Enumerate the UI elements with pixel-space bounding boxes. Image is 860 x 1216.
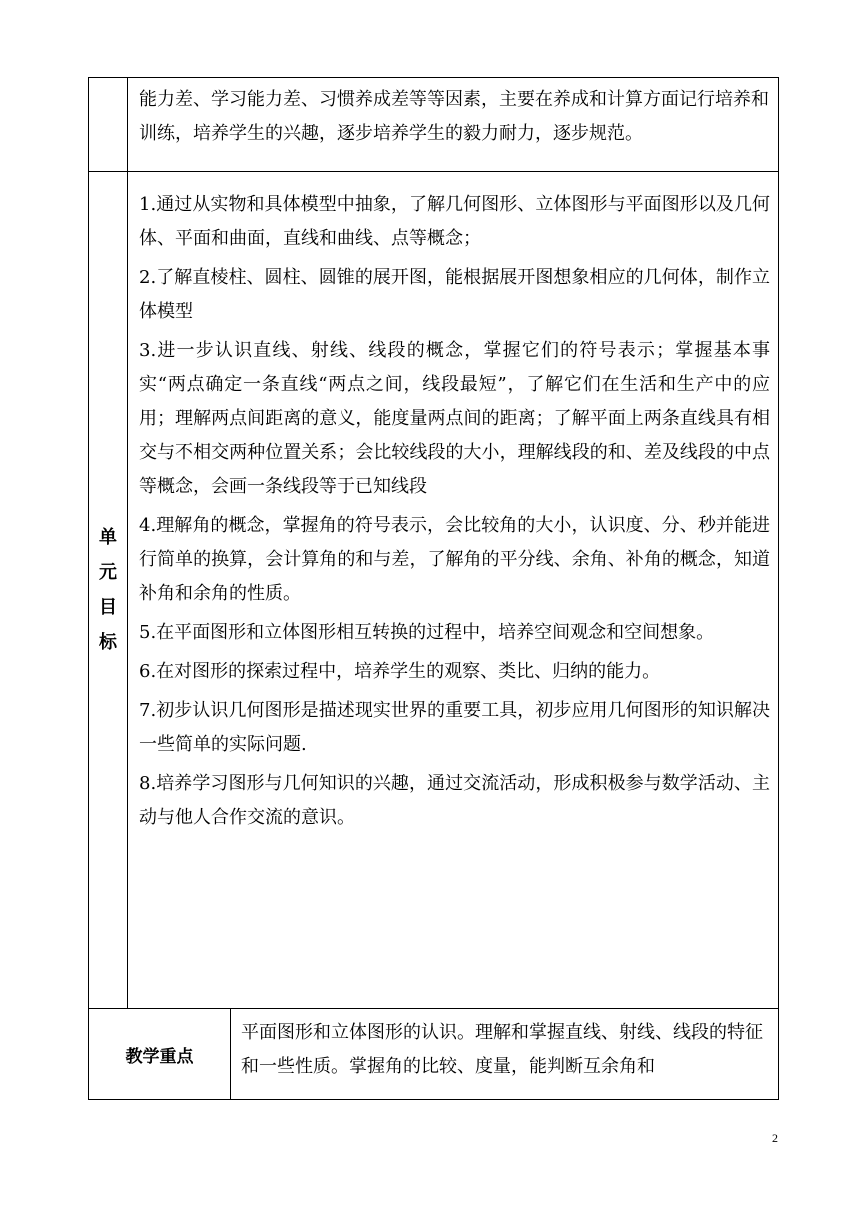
unit-goal-item: 6.在对图形的探索过程中，培养学生的观察、类比、归纳的能力。	[139, 661, 661, 682]
unit-goals-label	[89, 172, 128, 1009]
unit-goal-item: 5.在平面图形和立体图形相互转换的过程中，培养空间观念和空间想象。	[139, 622, 715, 643]
unit-goal-item: 1.通过从实物和具体模型中抽象，了解几何图形、立体图形与平面图形以及几何体、平面和曲面，直线和曲线、点等概念；	[139, 194, 770, 249]
teaching-focus-text: 平面图形和立体图形的认识。理解和掌握直线、射线、线段的特征和一些性质。掌握角的比较、度量，能判断互余角和	[241, 1022, 763, 1077]
page-number: 2	[772, 1131, 778, 1145]
teaching-focus-label: 教学重点	[89, 1009, 231, 1099]
unit-goal-item: 7.初步认识几何图形是描述现实世界的重要工具，初步应用几何图形的知识解决一些简单的实际问题.	[139, 700, 770, 755]
unit-goals-label-char: 标	[99, 632, 117, 653]
learning-situation-text: 能力差、学习能力差、习惯养成差等等因素，主要在养成和计算方面记行培养和训练，培养学生的兴趣，逐步培养学生的毅力耐力，逐步规范。	[128, 78, 779, 172]
teaching-focus-table	[89, 1009, 778, 1099]
teaching-focus-cell	[89, 1009, 779, 1100]
lesson-plan-table	[88, 77, 779, 1100]
unit-goal-item: 2.了解直棱柱、圆柱、圆锥的展开图，能根据展开图想象相应的几何体，制作立体模型	[139, 267, 770, 322]
unit-goals-row	[89, 172, 779, 1009]
unit-goals-content	[128, 172, 779, 1009]
learning-situation-label-cell	[89, 78, 128, 172]
unit-goals-label-char: 目	[99, 597, 117, 618]
unit-goal-item: 3.进一步认识直线、射线、线段的概念，掌握它们的符号表示；掌握基本事实“两点确定一条直线“两点之间，线段最短”，了解它们在生活和生产中的应用；理解两点间距离的意义，能度量两点间的距离；了解平面上两条直线具有相交与不相交两种位置关系；会比较线段的大小，理解线段的和、差及线段的中点等概念，会画一条线段等于已知线段	[139, 340, 770, 497]
unit-goals-label-char: 元	[99, 562, 117, 583]
unit-goals-label-char: 单	[99, 527, 117, 548]
teaching-focus-row	[89, 1009, 779, 1100]
learning-situation-row	[89, 78, 779, 172]
unit-goal-item: 8.培养学习图形与几何知识的兴趣，通过交流活动，形成积极参与数学活动、主动与他人合作交流的意识。	[139, 773, 770, 828]
unit-goal-item: 4.理解角的概念，掌握角的符号表示，会比较角的大小，认识度、分、秒并能进行简单的换算，会计算角的和与差，了解角的平分线、余角、补角的概念，知道补角和余角的性质。	[139, 515, 770, 604]
